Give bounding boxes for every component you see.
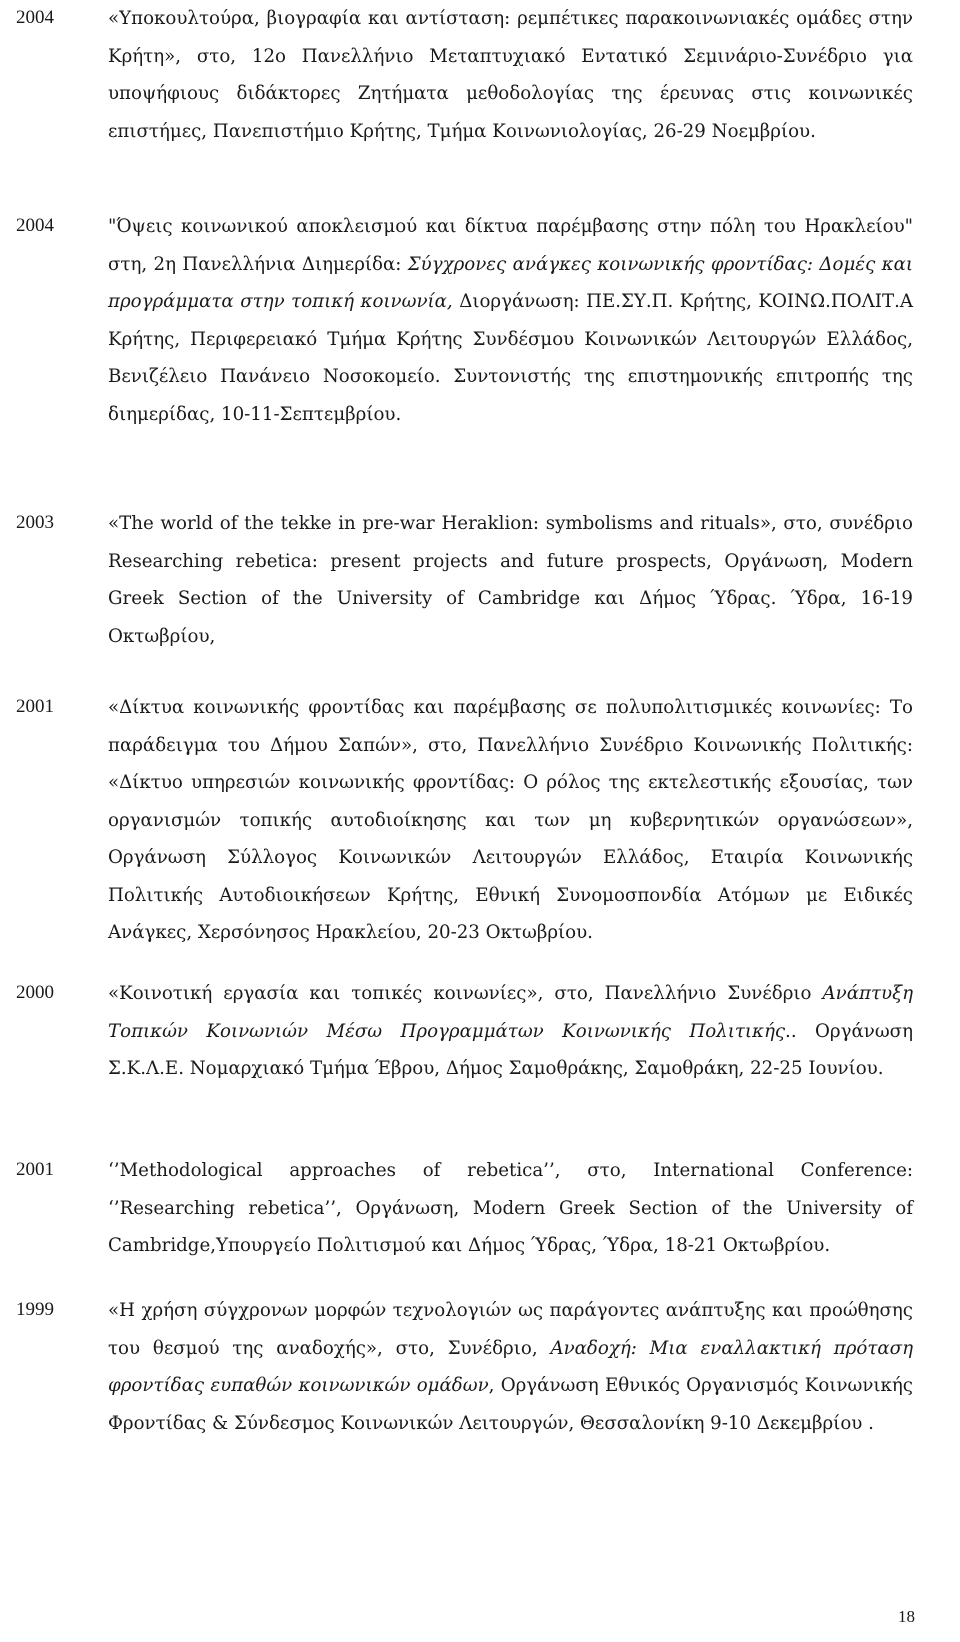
entry-text-part: , Οργάνωση Εθνικός Οργανισμός Κοινωνικής Φροντίδας & Σύνδεσμος Κοινωνικών Λειτουργών, Θεσσαλονίκη 9-10 Δεκεμβρίου . [108,1375,913,1434]
entry-text-part: Διοργάνωση: ΠΕ.ΣΥ.Π. Κρήτης, ΚΟΙΝΩ.ΠΟΛΙΤ.Α Κρήτης, Περιφερειακό Τμήμα Κρήτης Συνδέσμου Κοινωνικών Λειτουργών Ελλάδος, Βενιζέλειο Πανάνειο Νοσοκομείο. Συντονιστής της επιστημονικής επιτροπής της διημερίδας, 10-11-Σεπτεμβρίου. [108,291,913,425]
entry-year: 2004 [16,7,54,28]
entry-text [108,505,913,655]
entry-text-part: «Η χρήση σύγχρονων μορφών τεχνολογιών ως παράγοντες ανάπτυξης και προώθησης του θεσμού της αναδοχής», στο, Συνέδριο, [108,1300,913,1359]
entry-text [108,1152,913,1265]
entry-year: 2003 [16,512,54,533]
entry-text [108,975,913,1088]
entry-year: 1999 [16,1299,54,1320]
entry-text-part: «Δίκτυα κοινωνικής φροντίδας και παρέμβασης σε πολυπολιτισμικές κοινωνίες: Το παράδειγμα του Δήμου Σαπών», στο, Πανελλήνιο Συνέδριο Κοινωνικής Πολιτικής: «Δίκτυο υπηρεσιών κοινωνικής φροντίδας: Ο ρόλος της εκτελεστικής εξουσίας, των οργανισμών τοπικής αυτοδιοίκησης και των μη κυβερνητικών οργανώσεων», Οργάνωση Σύλλογος Κοινωνικών Λειτουργών Ελλάδος, Εταιρία Κοινωνικής Πολιτικής Αυτοδιοικήσεων Κρήτης, Εθνική Συνομοσπονδία Ατόμων με Ειδικές Ανάγκες, Χερσόνησος Ηρακλείου, 20-23 Οκτωβρίου. [108,697,913,943]
entry-text-part: «Υποκουλτούρα, βιογραφία και αντίσταση: ρεμπέτικες παρακοινωνιακές ομάδες στην Κρήτη», στο, 12ο Πανελλήνιο Μεταπτυχιακό Εντατικό Σεμινάριο-Συνέδριο για υποψήφιους διδάκτορες Ζητήματα μεθοδολογίας της έρευνας στις κοινωνικές επιστήμες, Πανεπιστήμιο Κρήτης, Τμήμα Κοινωνιολογίας, 26-29 Νοεμβρίου. [108,8,913,142]
entry-text-part: .. Οργάνωση Σ.Κ.Λ.Ε. Νομαρχιακό Τμήμα Έβρου, Δήμος Σαμοθράκης, Σαμοθράκη, 22-25 Ιουνίου. [108,1020,913,1079]
entry-text [108,208,913,433]
entry-text-part: «The world of the tekke in pre-war Heraklion: symbolisms and rituals», στο, συνέδριο Researching rebetica: present projects and future prospects, Οργάνωση, Modern Greek Section of the University of Cambridge και Δήμος Ύδρας. Ύδρα, 16-19 Οκτωβρίου, [108,513,913,647]
entry-year: 2001 [16,696,54,717]
entry-text-italic: Ανάπτυξη Τοπικών Κοινωνιών Μέσω Προγραμμάτων Κοινωνικής Πολιτικής [108,983,913,1042]
entry-text-part: "Όψεις κοινωνικού αποκλεισμού και δίκτυα παρέμβασης στην πόλη του Ηρακλείου" στη, 2η Πανελλήνια Διημερίδα: [108,216,913,275]
entry-text [108,0,913,150]
entry-text-part: «Κοινοτική εργασία και τοπικές κοινωνίες», στο, Πανελλήνιο Συνέδριο [108,983,823,1004]
entry-text-italic: Αναδοχή: Μια εναλλακτική πρόταση φροντίδας ευπαθών κοινωνικών ομάδων [108,1337,913,1396]
entry-year: 2004 [16,215,54,236]
entry-text [108,689,913,952]
entry-text-italic: Σύγχρονες ανάγκες κοινωνικής φροντίδας: Δομές και προγράμματα στην τοπική κοινωνία, [108,253,913,312]
entry-text [108,1292,913,1442]
entry-year: 2000 [16,982,54,1003]
page-number: 18 [898,1607,915,1626]
entry-year: 2001 [16,1159,54,1180]
entry-text-part: ‘’Methodological approaches of rebetica’’, στο, International Conference: ‘’Researching rebetica’’, Οργάνωση, Modern Greek Section of the University of Cambridge,Υπουργείο Πολιτισμού και Δήμος Ύδρας, Ύδρα, 18-21 Οκτωβρίου. [108,1160,913,1256]
